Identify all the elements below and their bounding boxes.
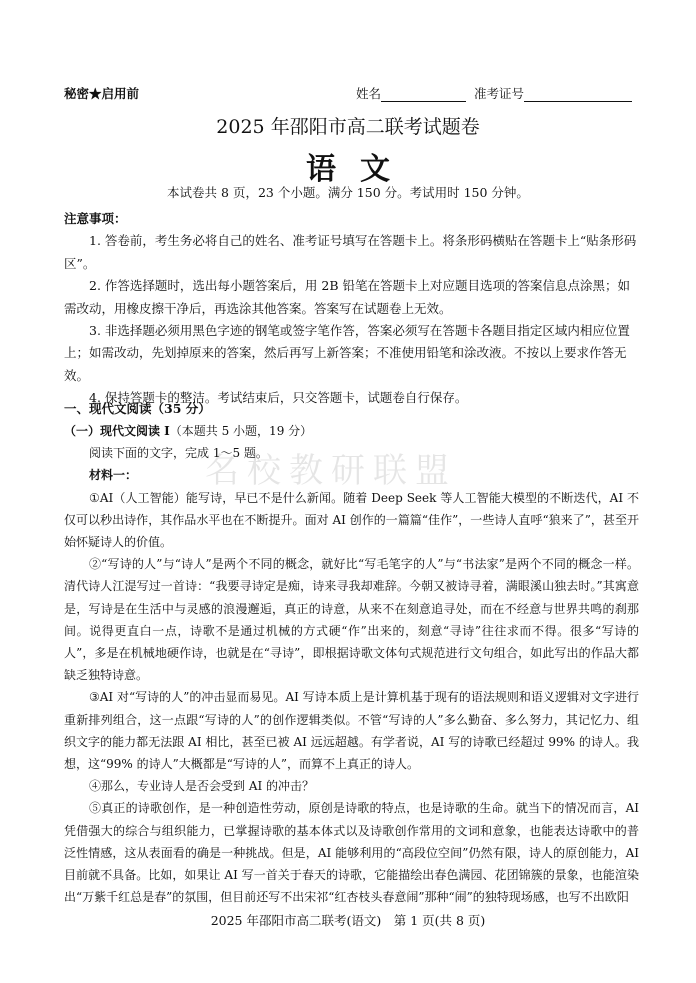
exam-title: 2025 年邵阳市高二联考试题卷 [216,116,480,138]
subject-title: 语文 [306,152,414,187]
paragraph: ①AI（人工智能）能写诗，早已不是什么新闻。随着 Deep Seek 等人工智能大模型的不断迭代，AI 不仅可以秒出诗作，其作品水平也在不断提升。面对 AI 创作的一篇篇“佳作”，一些诗人直呼“狼来了”，甚至开始怀疑诗人的价值。 [64,490,639,550]
note-item: 4. 保持答题卡的整洁。考试结束后，只交答题卡，试题卷自行保存。 [89,390,468,406]
paragraph: ⑤真正的诗歌创作，是一种创造性劳动，原创是诗歌的特点，也是诗歌的生命。就当下的情况而言，AI 凭借强大的综合与组织能力，已掌握诗歌的基本体式以及诗歌创作常用的文词和意象，也能表达诗歌中的普泛性情感，这从表面看的确是一种挑战。但是，AI 能够利用的“高段位空间”仍然有限，诗人的原创能力，AI 目前就不具备。比如，如果让 AI 写一首关于春天的诗歌，它能描绘出春色满园、花团锦簇的景象，也能渲染出“万紫千红总是春”的氛围，但目前还写不出宋祁“红杏枝头春意闹”那种“闹”的独特现场感，也写不出欧阳 [64,801,639,905]
page-footer: 2025 年邵阳市高二联考(语文) 第 1 页(共 8 页) [210,913,486,928]
notes-heading: 注意事项： [64,211,127,226]
section-title: 一、现代文阅读（35 分） [64,401,211,416]
sub-section-note: （本题共 5 小题，19 分） [169,424,313,438]
paragraph: ②“写诗的人”与“诗人”是两个不同的概念，就好比“写毛笔字的人”与“书法家”是两个不同的概念一样。清代诗人江湜写过一首诗：“我要寻诗定是痴，诗来寻我却难辞。今朝又被诗寻着，满眼溪山独去时。”其寓意是，写诗是在生活中与灵感的浪漫邂逅，真正的诗意，从来不在刻意追寻处，而在不经意与世界共鸣的刹那间。说得更直白一点，诗歌不是通过机械的方式硬“作”出来的，刻意“寻诗”往往求而不得。很多“写诗的人”，多是在机械地硬作诗，也就是在“寻诗”，即根据诗歌文体句式规范进行文句组合，如此写出的作品大都缺乏独特诗意。 [64,557,639,683]
reading-block [64,420,639,908]
instruction: 阅读下面的文字，完成 1～5 题。 [89,446,268,461]
material-label: 材料一： [89,468,138,483]
note-item: 2. 作答选择题时，选出每小题答案后，用 2B 铅笔在答题卡上对应题目选项的答案信息点涂黑；如需改动，用橡皮擦干净后，再选涂其他答案。答案写在试题卷上无效。 [64,278,630,316]
paragraph: ③AI 对“写诗的人”的冲击显而易见。AI 写诗本质上是计算机基于现有的语法规则和语义逻辑对文字进行重新排列组合，这一点跟“写诗的人”的创作逻辑类似。不管“写诗的人”多么勤奋、多么努力，其记忆力、组织文字的能力都无法跟 AI 相比，甚至已被 AI 远远超越。有学者说，AI 写的诗歌已经超过 99% 的诗人。我想，这“99% 的诗人”大概都是“写诗的人”，而算不上真正的诗人。 [64,690,639,772]
exam-id-blank [524,87,632,102]
paragraph: ④那么，专业诗人是否会受到 AI 的冲击？ [89,779,315,794]
name-blank [381,87,466,102]
name-label: 姓名 [355,86,381,101]
note-item: 3. 非选择题必须用黑色字迹的钢笔或签字笔作答，答案必须写在答题卡各题目指定区域内相应位置上；如需改动，先划掉原来的答案，然后再写上新答案；不准使用铅笔和涂改液。不按以上要求作答无效。 [64,323,630,383]
note-item: 1. 答卷前，考生务必将自己的姓名、准考证号填写在答题卡上。将条形码横贴在答题卡上“贴条形码区”。 [64,233,637,271]
sub-section-title: （一）现代文阅读 I [64,424,170,438]
secret-label: 秘密★启用前 [64,86,140,101]
notes-block [64,208,639,410]
watermark: 名校教研联盟 [205,451,457,491]
exam-info: 本试卷共 8 页，23 个小题。满分 150 分。考试用时 150 分钟。 [167,185,529,200]
candidate-fields [356,84,632,102]
exam-id-label: 准考证号 [473,86,524,101]
header-row [64,84,632,104]
section-heading-block [64,398,639,420]
